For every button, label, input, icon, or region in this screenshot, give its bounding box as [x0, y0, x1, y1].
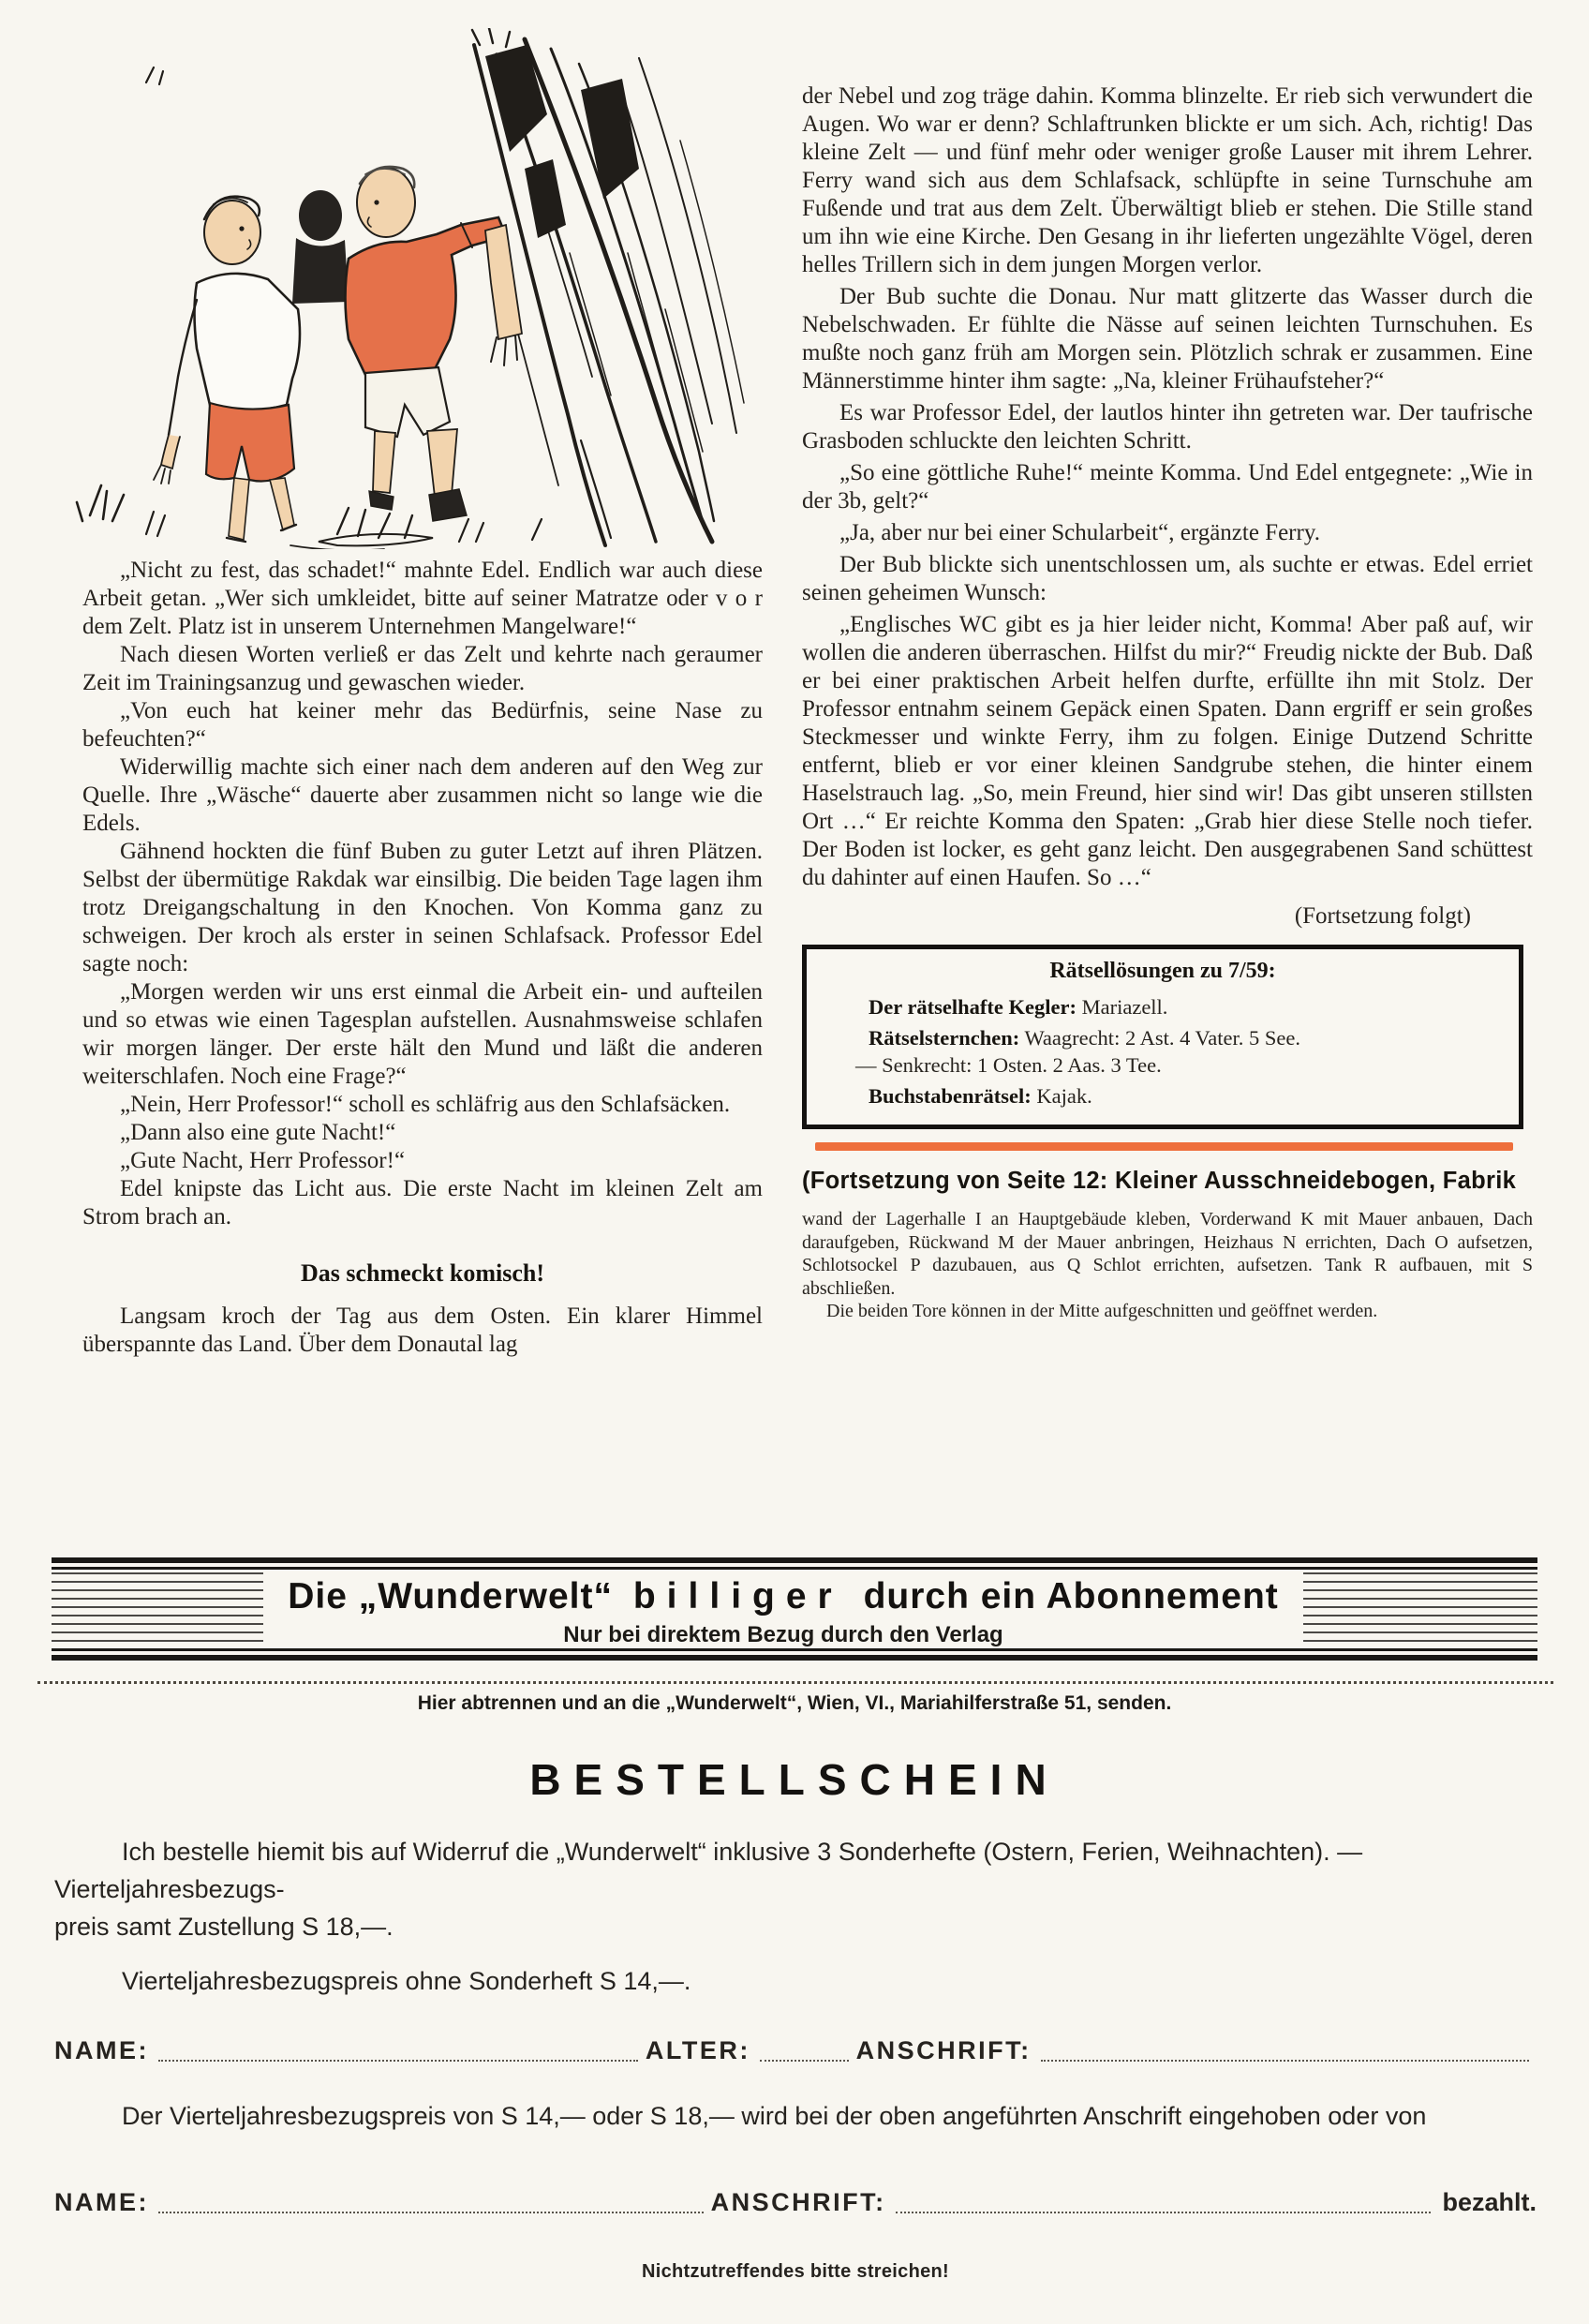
story-paragraph: Widerwillig machte sich einer nach dem anderen auf den Weg zur Quelle. Ihre „Wäsche“ dauerte aber zusammen nicht so lange wie die Edels.	[82, 754, 763, 836]
story-paragraph: „Nicht zu fest, das schadet!“ mahnte Edel. Endlich war auch diese Arbeit getan. „Wer sich umkleidet, bitte auf seiner Matratze oder v o r dem Zelt. Platz ist in unserem Unternehmen Mangelware!“	[82, 558, 763, 639]
story-paragraph: Langsam kroch der Tag aus dem Osten. Ein klarer Himmel überspannte das Land. Über dem Donautal lag	[82, 1304, 763, 1357]
cutout-body: wand der Lagerhalle I an Hauptgebäude kleben, Vorderwand K mit Mauer anbauen, Dach daraufgeben, Rückwand M der Mauer anbringen, Heizhaus N errichten, Dach O aufsetzen, Schlotsockel P dazubauen, aus Q Schlot errichten, aufsetzen. Tank R aufbauen, mit S abschließen.	[802, 1209, 1533, 1299]
order-intro-line: Ich bestelle hiemit bis auf Widerruf die „Wunderwelt“ inklusive 3 Sonderhefte (Ostern, Ferien, Weihnachten). — Vierteljahresbezugs-	[54, 1838, 1363, 1903]
puzzle-value: Kajak.	[1036, 1084, 1092, 1108]
story-paragraph: „Gute Nacht, Herr Professor!“	[120, 1148, 406, 1173]
puzzle-label: Buchstabenrätsel:	[869, 1084, 1032, 1108]
order-form	[54, 1833, 1537, 2290]
puzzle-solution-item	[825, 1082, 1500, 1110]
back-boy	[154, 197, 300, 542]
name-label: NAME:	[54, 2188, 149, 2216]
cutout-body-2: Die beiden Tore können in der Mitte aufgeschnitten und geöffnet werden.	[826, 1301, 1378, 1321]
name-fill-line	[158, 2211, 704, 2213]
puzzle-solution-item	[825, 993, 1500, 1020]
puzzle-box-title: Rätsellösungen zu 7/59:	[1049, 959, 1276, 983]
cut-instruction: Hier abtrennen und an die „Wunderwelt“, Wien, VI., Mariahilferstraße 51, senden.	[417, 1692, 1172, 1714]
banner-title-emphasis: billiger	[632, 1576, 843, 1616]
silhouette-figure	[292, 190, 349, 304]
name-label: NAME:	[54, 2036, 149, 2064]
subscription-banner	[52, 1557, 1537, 1661]
story-paragraph: „Morgen werden wir uns erst einmal die Arbeit ein- und aufteilen und so etwas wie einen Tagesplan aufstellen. Ausnahmsweise schlafen wir morgen länger. Der erste hält den Mund und läßt die anderen weiterschlafen. Noch eine Frage?“	[82, 979, 763, 1089]
age-label: ALTER:	[645, 2036, 750, 2064]
story-subheading: Das schmeckt komisch!	[301, 1259, 544, 1287]
order-middle-text: Der Vierteljahresbezugspreis von S 14,— oder S 18,— wird bei der oben angeführten Anschrift eingehoben oder von	[122, 2102, 1427, 2130]
right-column	[802, 82, 1533, 1323]
story-paragraph: der Nebel und zog träge dahin. Komma blinzelte. Er rieb sich verwundert die Augen. Wo war er denn? Schlaftrunken blickte er um sich. Ach, richtig! Das kleine Zelt — und fünf mehr oder weniger große Lauser mit ihrem Lehrer. Ferry wand sich aus dem Schlafsack, schlüpfte in seine Turnschuhe am Fußende und trat aus dem Zelt. Überwältigt blieb er stehen. Die Stille stand um ihn wie eine Kirche. Den Gesang in ihr lieferten ungezählte Vögel, deren helles Trillern sich in dem jungen Morgen verlor.	[802, 83, 1533, 277]
story-paragraph: Der Bub suchte die Donau. Nur matt glitzerte das Wasser durch die Nebelschwaden. Er fühlte die Nässe auf seinen leichten Turnschuhen. Es mußte noch ganz früh am Morgen sein. Plötzlich schrak er zusammen. Eine Männerstimme hinter ihm sagte: „Na, kleiner Frühaufsteher?“	[802, 284, 1533, 394]
left-column	[82, 28, 763, 1359]
banner-title-suffix: durch ein Abonnement	[863, 1576, 1279, 1616]
banner-hatch-right	[1303, 1572, 1537, 1646]
puzzle-value: Mariazell.	[1081, 995, 1168, 1019]
puzzle-label: Der rätselhafte Kegler:	[869, 995, 1077, 1019]
banner-title	[263, 1576, 1303, 1617]
story-paragraph: „Nein, Herr Professor!“ scholl es schläfrig aus den Schlafsäcken.	[120, 1092, 731, 1117]
story-paragraph: Nach diesen Worten verließ er das Zelt und kehrte nach geraumer Zeit im Trainingsanzug und gewaschen wieder.	[82, 642, 763, 695]
front-boy	[346, 167, 523, 521]
form-row-2	[54, 2183, 1537, 2221]
puzzle-label: Rätselsternchen:	[869, 1026, 1020, 1050]
age-fill-line	[760, 2059, 849, 2062]
story-paragraph: Gähnend hockten die fünf Buben zu guter Letzt auf ihren Plätzen. Selbst der übermütige Rakdak war einsilbig. Die beiden Tage lagen ihm trotz Dreigangschaltung in den Knochen. Von Komma ganz zu schweigen. Der kroch als erster in seinen Schlafsack. Professor Edel sagte noch:	[82, 839, 763, 976]
cutout-heading: (Fortsetzung von Seite 12: Kleiner Ausschneidebogen, Fabrik	[802, 1168, 1517, 1194]
continuation-note: (Fortsetzung folgt)	[1294, 903, 1471, 929]
address-label: ANSCHRIFT:	[710, 2188, 886, 2216]
story-illustration	[56, 28, 754, 549]
banner-hatch-left	[52, 1572, 263, 1646]
address-fill-line	[1041, 2059, 1529, 2062]
orange-divider	[815, 1142, 1513, 1151]
story-paragraph: „So eine göttliche Ruhe!“ meinte Komma. Und Edel entgegnete: „Wie in der 3b, gelt?“	[802, 460, 1533, 514]
story-text-left	[82, 557, 763, 1231]
story-paragraph: Edel knipste das Licht aus. Die erste Nacht im kleinen Zelt am Strom brach an.	[82, 1176, 763, 1229]
banner-subtitle: Nur bei direktem Bezug durch den Verlag	[563, 1622, 1003, 1647]
paid-word: bezahlt.	[1442, 2188, 1537, 2216]
story-paragraph: „Dann also eine gute Nacht!“	[120, 1120, 396, 1145]
grass-tufts	[77, 485, 542, 549]
order-price-line: Vierteljahresbezugspreis ohne Sonderheft S 14,—.	[122, 1967, 691, 1995]
name-fill-line	[158, 2059, 638, 2062]
cut-perforation-line	[37, 1681, 1553, 1684]
puzzle-solution-item	[825, 1024, 1500, 1051]
puzzle-value-continued: — Senkrecht: 1 Osten. 2 Aas. 3 Tee.	[855, 1053, 1162, 1077]
story-paragraph: „Ja, aber nur bei einer Schularbeit“, ergänzte Ferry.	[839, 520, 1320, 545]
banner-title-prefix: Die „Wunderwelt“	[288, 1576, 614, 1616]
story-paragraph: „Von euch hat keiner mehr das Bedürfnis, seine Nase zu befeuchten?“	[82, 698, 763, 752]
form-row-1	[54, 2032, 1537, 2069]
banner-bottom-rule	[52, 1648, 1537, 1661]
cutout-continuation-section	[802, 1168, 1533, 1323]
banner-top-rule	[52, 1557, 1537, 1570]
puzzle-value: Waagrecht: 2 Ast. 4 Vater. 5 See.	[1024, 1026, 1301, 1050]
story-text-right	[802, 82, 1533, 892]
puzzle-solutions-box	[802, 945, 1523, 1129]
address-label: ANSCHRIFT:	[855, 2036, 1032, 2064]
form-footnote: Nichtzutreffendes bitte streichen!	[641, 2261, 950, 2282]
address-fill-line	[896, 2211, 1432, 2213]
story-paragraph: „Englisches WC gibt es ja hier leider nicht, Komma! Aber paß auf, wir wollen die anderen überraschen. Hilfst du mir?“ Freudig nickte der Bub. Daß er bei einer praktischen Arbeit helfen durfte, erfüllte ihn mit Stolz. Der Professor entnahm seinem Gepäck einen Spaten. Dann ergriff er sein großes Steckmesser und winkte Ferry, ihm zu folgen. Einige Dutzend Schritte entfernt, blieb er vor einer kleinen Sandgrube stehen, die hinter einem Haselstrauch lag. „So, mein Freund, hier sind wir! Das gibt unseren stillsten Ort …“ Er reichte Komma den Spaten: „Grab hier diese Stelle noch tiefer. Der Boden ist locker, es geht ganz leicht. Den ausgegrabenen Sand schüttest du dahinter auf einen Haufen. So …“	[802, 612, 1533, 890]
order-form-title: BESTELLSCHEIN	[529, 1755, 1060, 1804]
order-intro-line: preis samt Zustellung S 18,—.	[54, 1913, 394, 1941]
story-paragraph: Es war Professor Edel, der lautlos hinter ihn getreten war. Der taufrische Grasboden schluckte den leichten Schritt.	[802, 400, 1533, 454]
story-paragraph: Der Bub blickte sich unentschlossen um, als suchte er etwas. Edel erriet seinen geheimen Wunsch:	[802, 552, 1533, 605]
